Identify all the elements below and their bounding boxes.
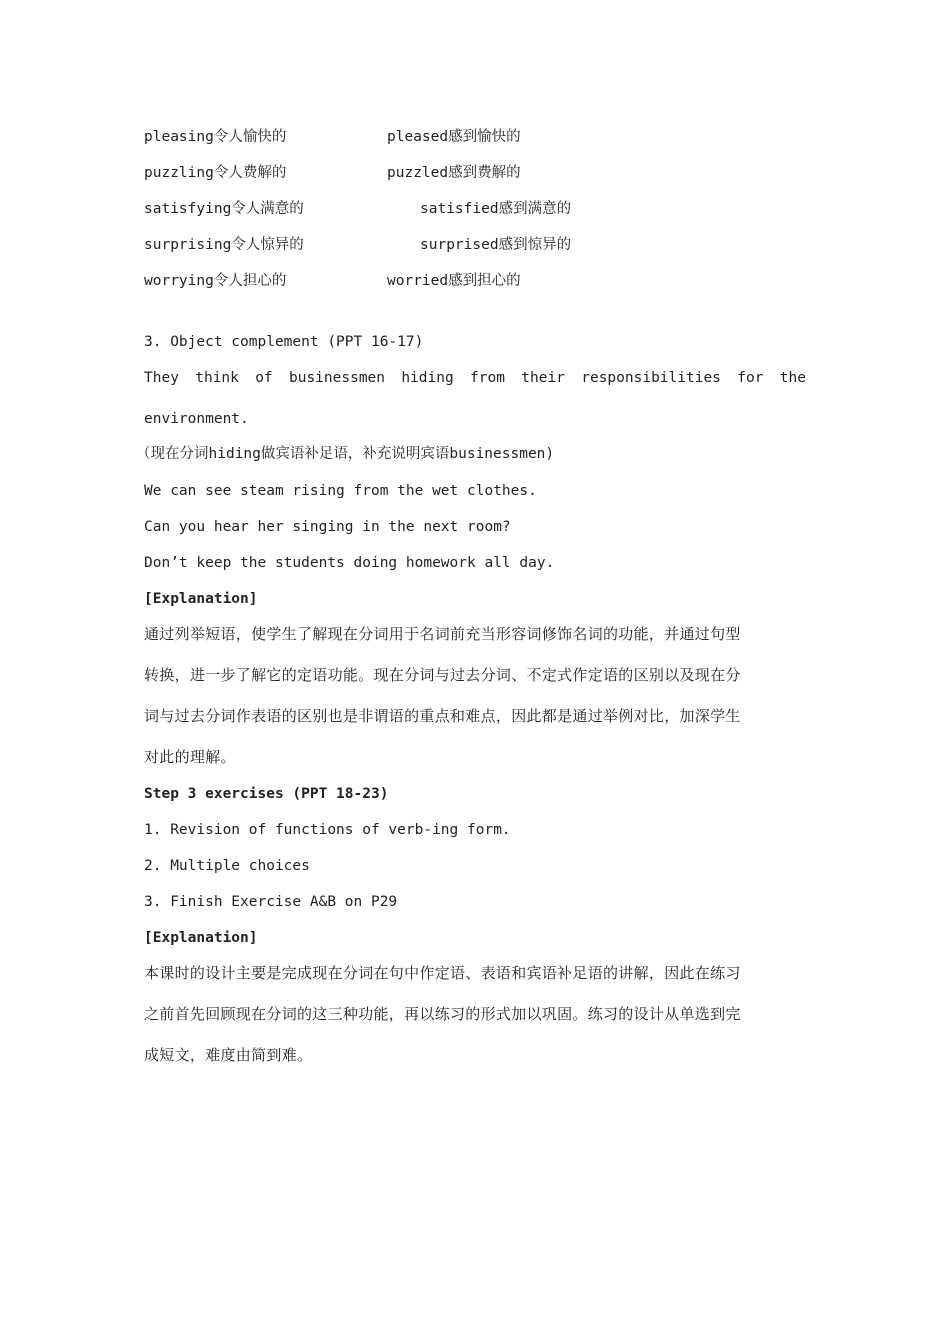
example-sentence: Don’t keep the students doing homework all day. — [144, 555, 555, 571]
word: of — [255, 370, 273, 386]
explanation-paragraph-line: 之前首先回顾现在分词的这三种功能，再以练习的形式加以巩固。练习的设计从单选到完 — [144, 1005, 741, 1023]
explanation-paragraph-line: 成短文，难度由简到难。 — [144, 1046, 313, 1064]
word: think — [195, 370, 239, 386]
explanation-paragraph-line: 本课时的设计主要是完成现在分词在句中作定语、表语和宾语补足语的讲解，因此在练习 — [144, 964, 741, 982]
word: the — [779, 370, 806, 386]
explanation-label: [Explanation] — [144, 930, 258, 946]
word: from — [470, 370, 505, 386]
ed-adjective: worried感到担心的 — [387, 273, 521, 289]
explanation-paragraph-line: 通过列举短语，使学生了解现在分词用于名词前充当形容词修饰名词的功能，并通过句型 — [144, 625, 741, 643]
word: their — [521, 370, 565, 386]
word: They — [144, 370, 179, 386]
grammar-note: （现在分词hiding做宾语补足语，补充说明宾语businessmen) — [136, 446, 555, 462]
word: businessmen — [288, 370, 386, 386]
ing-adjective: surprising令人惊异的 — [144, 237, 304, 253]
explanation-paragraph-line: 转换，进一步了解它的定语功能。现在分词与过去分词、不定式作定语的区别以及现在分 — [144, 666, 741, 684]
ed-adjective: puzzled感到费解的 — [387, 165, 521, 181]
ing-adjective: pleasing令人愉快的 — [144, 129, 287, 145]
ing-adjective: satisfying令人满意的 — [144, 201, 304, 217]
exercise-item: 1. Revision of functions of verb-ing form. — [144, 822, 511, 838]
word: hiding — [401, 370, 454, 386]
example-sentence-justified — [144, 368, 806, 388]
step-heading: Step 3 exercises (PPT 18-23) — [144, 786, 389, 802]
ing-adjective: puzzling令人费解的 — [144, 165, 287, 181]
ed-adjective: surprised感到惊异的 — [420, 237, 572, 253]
word: for — [737, 370, 764, 386]
example-sentence-continued: environment. — [144, 411, 249, 427]
section-heading: 3. Object complement (PPT 16-17) — [144, 334, 424, 350]
ed-adjective: pleased感到愉快的 — [387, 129, 521, 145]
word: responsibilities — [581, 370, 721, 386]
explanation-label: [Explanation] — [144, 591, 258, 607]
example-sentence: We can see steam rising from the wet clothes. — [144, 483, 537, 499]
explanation-paragraph-line: 词与过去分词作表语的区别也是非谓语的重点和难点，因此都是通过举例对比，加深学生 — [144, 707, 741, 725]
exercise-item: 2. Multiple choices — [144, 858, 310, 874]
ed-adjective: satisfied感到满意的 — [420, 201, 572, 217]
exercise-item: 3. Finish Exercise A&B on P29 — [144, 894, 398, 910]
explanation-paragraph-line: 对此的理解。 — [144, 748, 236, 766]
ing-adjective: worrying令人担心的 — [144, 273, 287, 289]
example-sentence: Can you hear her singing in the next room? — [144, 519, 511, 535]
